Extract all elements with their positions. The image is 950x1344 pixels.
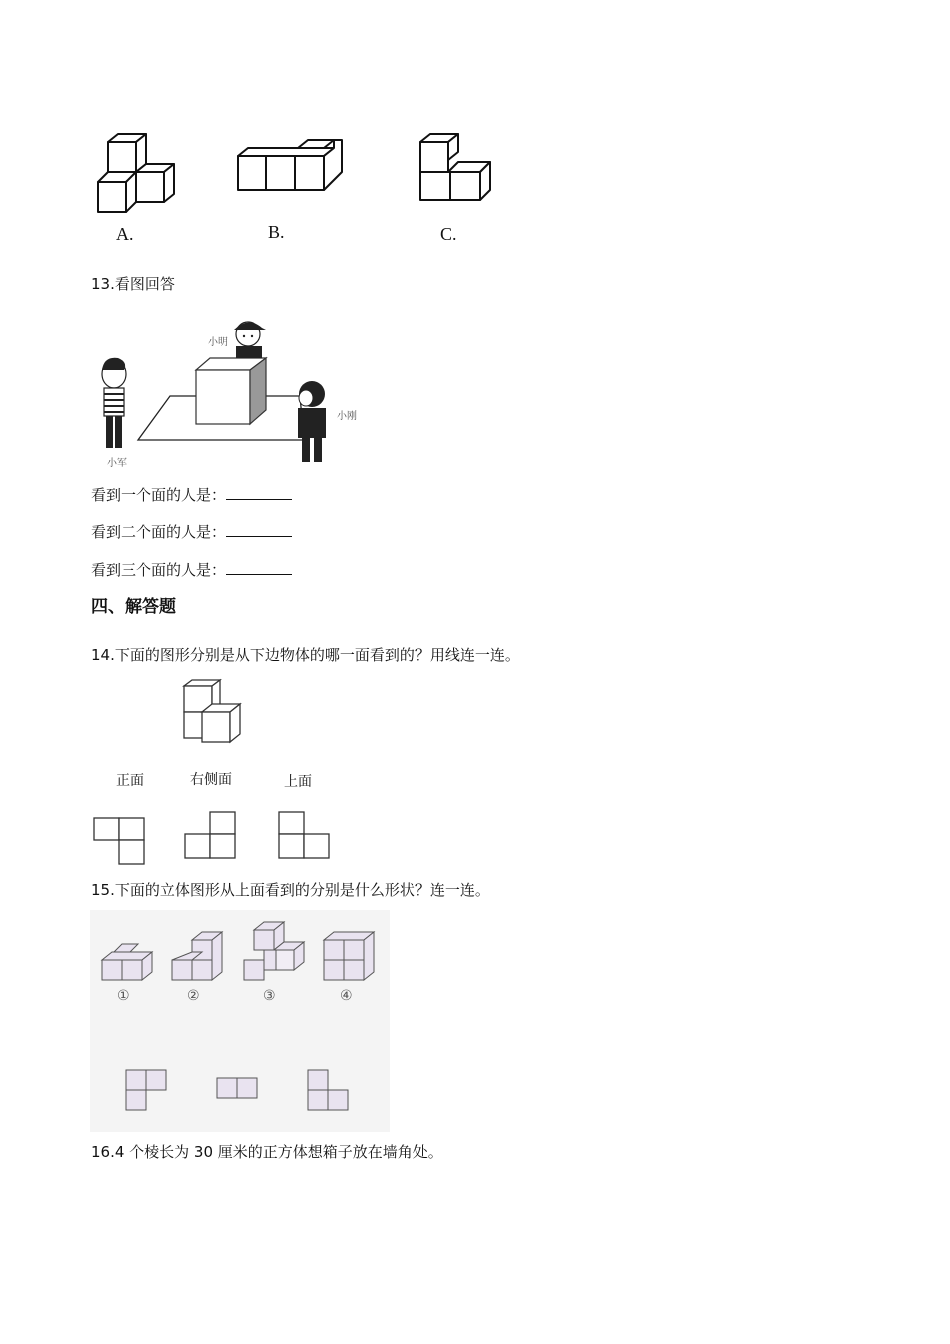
q12-figure-b (236, 138, 346, 194)
q12-figure-a (96, 132, 178, 214)
q13-line-2-text: 看到二个面的人是： (91, 523, 227, 541)
q14-object (182, 678, 246, 748)
q15-shape-1[interactable] (124, 1068, 170, 1112)
q15-solid-1 (100, 940, 156, 984)
q14-view-top: 上面 (284, 774, 312, 790)
q12-option-c-label[interactable]: C. (440, 224, 457, 244)
q13-answer-blank-1[interactable] (226, 485, 292, 500)
q15-number-3: ③ (263, 988, 276, 1004)
q15-shape-2[interactable] (215, 1076, 261, 1100)
q13-answer-blank-2[interactable] (226, 522, 292, 537)
q13-answer-blank-3[interactable] (226, 560, 292, 575)
q13-line-3-text: 看到三个面的人是： (91, 561, 227, 579)
q15-shape-3[interactable] (306, 1068, 352, 1112)
q14-view-front: 正面 (116, 773, 144, 789)
name-xiaoming: 小明 (208, 337, 228, 348)
q14-shape-2[interactable] (183, 810, 237, 860)
q15-number-1: ① (117, 988, 130, 1004)
q14-shape-3[interactable] (277, 810, 333, 860)
q14-view-right: 右侧面 (190, 772, 232, 788)
q12-option-b-label[interactable]: B. (268, 222, 285, 242)
section-title: 四、解答题 (91, 597, 176, 617)
q12-option-a-label[interactable]: A. (116, 224, 134, 244)
q14-shape-1[interactable] (92, 816, 146, 866)
q15-solid-4 (322, 930, 380, 986)
name-xiaojun: 小军 (107, 458, 127, 469)
q12-figure-c (418, 130, 494, 204)
q15-number-2: ② (187, 988, 200, 1004)
q13-line-1 (91, 485, 292, 505)
q13-title: 13.看图回答 (91, 275, 175, 293)
q15-solid-2 (170, 930, 226, 984)
q14-title: 14.下面的图形分别是从下边物体的哪一面看到的？用线连一连。 (91, 646, 520, 664)
q15-number-4: ④ (340, 988, 353, 1004)
q13-line-1-text: 看到一个面的人是： (91, 486, 227, 504)
name-xiaogang: 小刚 (337, 411, 357, 422)
q15-title: 15.下面的立体图形从上面看到的分别是什么形状？连一连。 (91, 881, 490, 899)
q13-line-3 (91, 560, 292, 580)
q13-illustration (90, 316, 370, 472)
q13-line-2 (91, 522, 292, 542)
q16-title: 16.4 个棱长为 30 厘米的正方体想箱子放在墙角处。 (91, 1143, 443, 1161)
q15-solid-3 (242, 920, 308, 984)
